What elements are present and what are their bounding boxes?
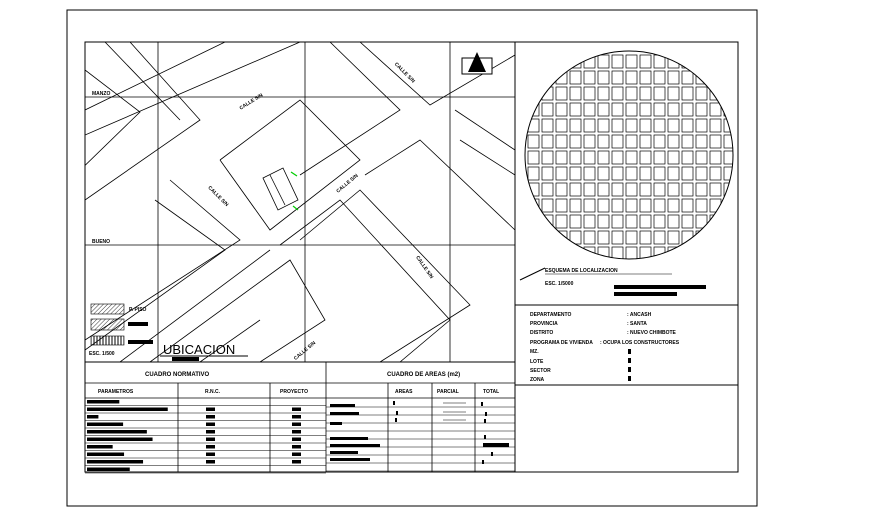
redacted-value <box>206 453 215 457</box>
redacted-value <box>206 408 215 412</box>
street-label: CALLE S/N <box>392 61 416 85</box>
redacted-text <box>330 444 380 447</box>
street-label: CALLE S/N <box>238 92 265 112</box>
redacted-value <box>483 443 509 447</box>
city-block <box>542 247 553 260</box>
redacted-value <box>292 445 301 449</box>
normativo-title: CUADRO NORMATIVO <box>145 372 210 378</box>
street-label: CALLE S/N <box>206 185 230 209</box>
city-block <box>710 231 721 244</box>
city-block <box>724 87 735 100</box>
city-block <box>724 215 735 228</box>
svg-text:PROYECTO: PROYECTO <box>280 389 308 395</box>
city-block <box>542 231 553 244</box>
city-block <box>528 231 539 244</box>
redacted-value <box>292 423 301 427</box>
svg-text:ZONA: ZONA <box>530 377 545 383</box>
street-label: CALLE S/N <box>414 254 435 280</box>
city-block <box>710 55 721 68</box>
redacted-text <box>87 423 123 427</box>
city-block <box>528 71 539 84</box>
svg-text:P. PISO: P. PISO <box>129 307 147 313</box>
city-block <box>556 55 567 68</box>
street-map <box>70 42 515 362</box>
redacted-text <box>87 408 168 412</box>
city-block <box>724 247 735 260</box>
city-block <box>724 71 735 84</box>
redacted-text <box>87 400 119 404</box>
svg-text:PARAMETROS: PARAMETROS <box>98 389 134 395</box>
svg-text:DEPARTAMENTO: DEPARTAMENTO <box>530 312 572 318</box>
svg-text:PROVINCIA: PROVINCIA <box>530 321 558 327</box>
map-title: UBICACION <box>163 342 236 357</box>
redacted-value <box>491 452 493 456</box>
svg-text:PROGRAMA DE VIVIENDA: PROGRAMA DE VIVIENDA <box>530 340 593 346</box>
redacted-value <box>206 415 215 419</box>
svg-text:SECTOR: SECTOR <box>530 368 551 374</box>
areas-title: CUADRO DE AREAS (m2) <box>387 372 461 378</box>
map-label: MANZO <box>92 91 111 97</box>
city-block <box>542 71 553 84</box>
svg-text:PARCIAL: PARCIAL <box>437 389 459 395</box>
redacted-text <box>87 460 143 464</box>
redacted-text <box>87 468 130 472</box>
svg-text:MZ.: MZ. <box>530 349 539 355</box>
map-label: BUENO <box>92 239 111 245</box>
svg-text:: OCUPA LOS CONSTRUCTORES: : OCUPA LOS CONSTRUCTORES <box>600 340 680 346</box>
redacted-value <box>206 430 215 434</box>
city-block <box>710 247 721 260</box>
city-block <box>542 55 553 68</box>
redacted-text <box>330 458 370 461</box>
redacted-value <box>292 460 301 464</box>
svg-text:TOTAL: TOTAL <box>483 389 500 395</box>
redacted-value <box>206 460 215 464</box>
city-block <box>528 215 539 228</box>
location-scale: ESC. 1/5000 <box>545 281 574 287</box>
redacted-value <box>484 419 486 423</box>
redacted-value <box>395 418 397 422</box>
svg-text:ESC. 1/500: ESC. 1/500 <box>89 351 115 357</box>
north-arrow-icon <box>462 52 492 74</box>
redacted-value <box>481 402 483 406</box>
redacted-text <box>330 437 368 440</box>
city-block <box>528 247 539 260</box>
location-title: ESQUEMA DE LOCALIZACION <box>545 268 618 274</box>
city-block <box>724 55 735 68</box>
redacted-value <box>206 423 215 427</box>
redacted-value <box>485 412 487 416</box>
redacted-text <box>87 430 147 434</box>
city-block <box>682 247 693 260</box>
svg-text:DISTRITO: DISTRITO <box>530 330 554 336</box>
redacted-value <box>292 408 301 412</box>
redacted-value <box>393 401 395 405</box>
city-block <box>710 71 721 84</box>
redacted-text <box>330 451 358 454</box>
redacted-value <box>484 435 486 439</box>
redacted-text <box>87 445 113 449</box>
redacted-text <box>330 422 342 425</box>
svg-text:: NUEVO CHIMBOTE: : NUEVO CHIMBOTE <box>627 330 676 336</box>
redacted-value <box>292 453 301 457</box>
street-label: CALLE S/N <box>292 340 318 362</box>
redacted-value <box>292 415 301 419</box>
city-block <box>724 231 735 244</box>
redacted-text <box>87 438 153 442</box>
svg-text:: SANTA: : SANTA <box>627 321 647 327</box>
city-block <box>528 87 539 100</box>
redacted-value <box>292 438 301 442</box>
redacted-value <box>482 460 484 464</box>
city-block <box>696 55 707 68</box>
redacted-value <box>292 430 301 434</box>
svg-text:AREAS: AREAS <box>395 389 413 395</box>
street-label: CALLE S/N <box>335 172 360 195</box>
city-block <box>556 247 567 260</box>
redacted-text <box>330 412 359 415</box>
svg-text:: ANCASH: : ANCASH <box>627 312 652 318</box>
city-block <box>528 55 539 68</box>
city-block <box>724 103 735 116</box>
city-block <box>696 247 707 260</box>
info-block <box>530 312 680 383</box>
city-block <box>724 199 735 212</box>
city-block <box>570 247 581 260</box>
map-legend <box>89 304 153 357</box>
redacted-value <box>206 438 215 442</box>
redacted-text <box>330 404 355 407</box>
redacted-value <box>206 445 215 449</box>
redacted-text <box>87 453 124 457</box>
redacted-value <box>396 411 398 415</box>
svg-text:R.N.C.: R.N.C. <box>205 389 220 395</box>
svg-text:LOTE: LOTE <box>530 359 544 365</box>
redacted-text <box>87 415 98 419</box>
